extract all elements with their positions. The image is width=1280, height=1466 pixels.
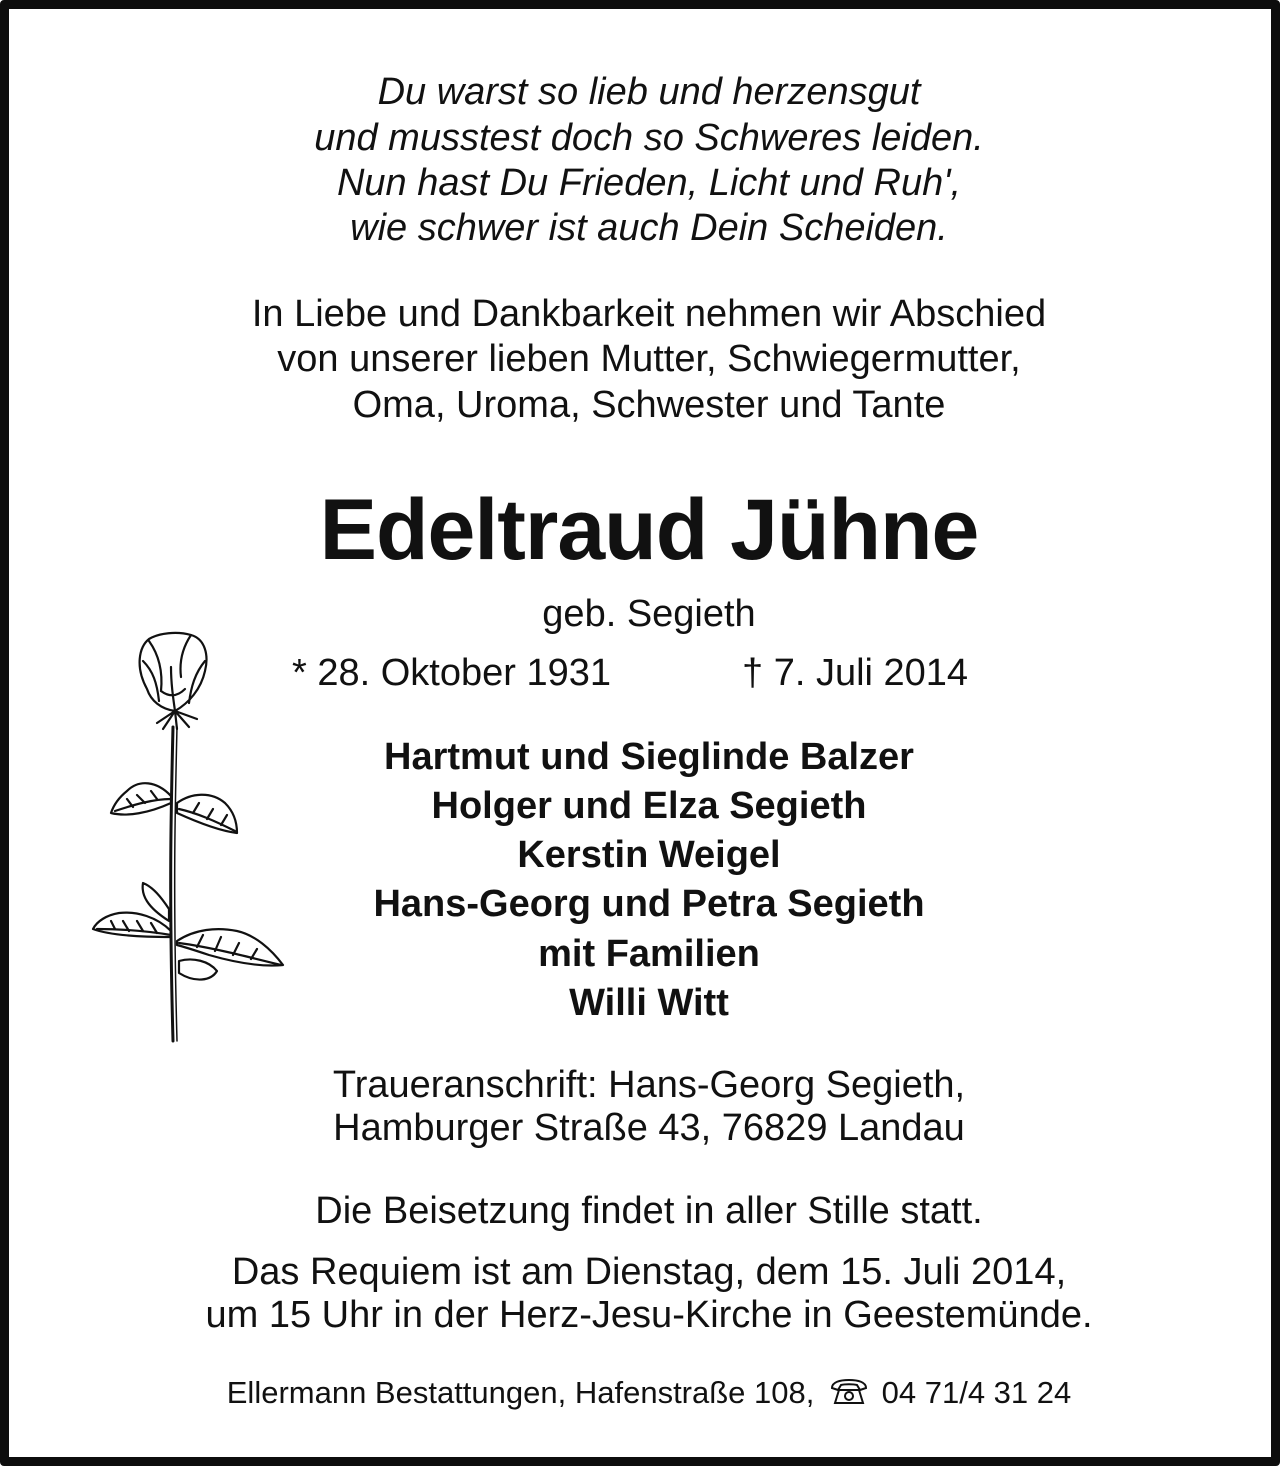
birth-name: geb. Segieth xyxy=(542,593,756,635)
poem-line-2: und musstest doch so Schweres leiden. xyxy=(314,117,984,159)
funeral-info-line-1: Die Beisetzung findet in aller Stille statt. xyxy=(315,1190,983,1232)
address-line-2: Hamburger Straße 43, 76829 Landau xyxy=(333,1107,965,1149)
funeral-info-line-2: Das Requiem ist am Dienstag, dem 15. Juli 2014, xyxy=(231,1251,1067,1293)
mourner-line-1: Hartmut und Sieglinde Balzer xyxy=(384,736,914,778)
death-date: † 7. Juli 2014 xyxy=(742,652,969,694)
telephone-icon xyxy=(829,1378,869,1406)
undertaker-phone: 04 71/4 31 24 xyxy=(881,1375,1072,1410)
mourner-line-6: Willi Witt xyxy=(569,982,729,1024)
intro-line-2: von unserer lieben Mutter, Schwiegermutter, xyxy=(277,338,1021,380)
address-line-1: Traueranschrift: Hans-Georg Segieth, xyxy=(332,1064,966,1106)
undertaker-name: Ellermann Bestattungen, Hafenstraße 108, xyxy=(226,1375,815,1410)
poem-line-4: wie schwer ist auch Dein Scheiden. xyxy=(350,207,948,249)
intro-line-3: Oma, Uroma, Schwester und Tante xyxy=(352,384,946,426)
poem-line-1: Du warst so lieb und herzensgut xyxy=(377,71,921,113)
mourner-line-5: mit Familien xyxy=(538,933,760,975)
mourner-line-3: Kerstin Weigel xyxy=(517,834,781,876)
mourner-line-2: Holger und Elza Segieth xyxy=(431,785,867,827)
birth-date: * 28. Oktober 1931 xyxy=(292,652,611,694)
intro-line-1: In Liebe und Dankbarkeit nehmen wir Abschied xyxy=(251,293,1047,335)
poem-line-3: Nun hast Du Frieden, Licht und Ruh', xyxy=(336,162,962,204)
undertaker-footer xyxy=(9,1373,1280,1413)
funeral-info-line-3: um 15 Uhr in der Herz-Jesu-Kirche in Geestemünde. xyxy=(205,1294,1093,1336)
deceased-name: Edeltraud Jühne xyxy=(319,482,979,578)
mourner-line-4: Hans-Georg und Petra Segieth xyxy=(373,883,925,925)
